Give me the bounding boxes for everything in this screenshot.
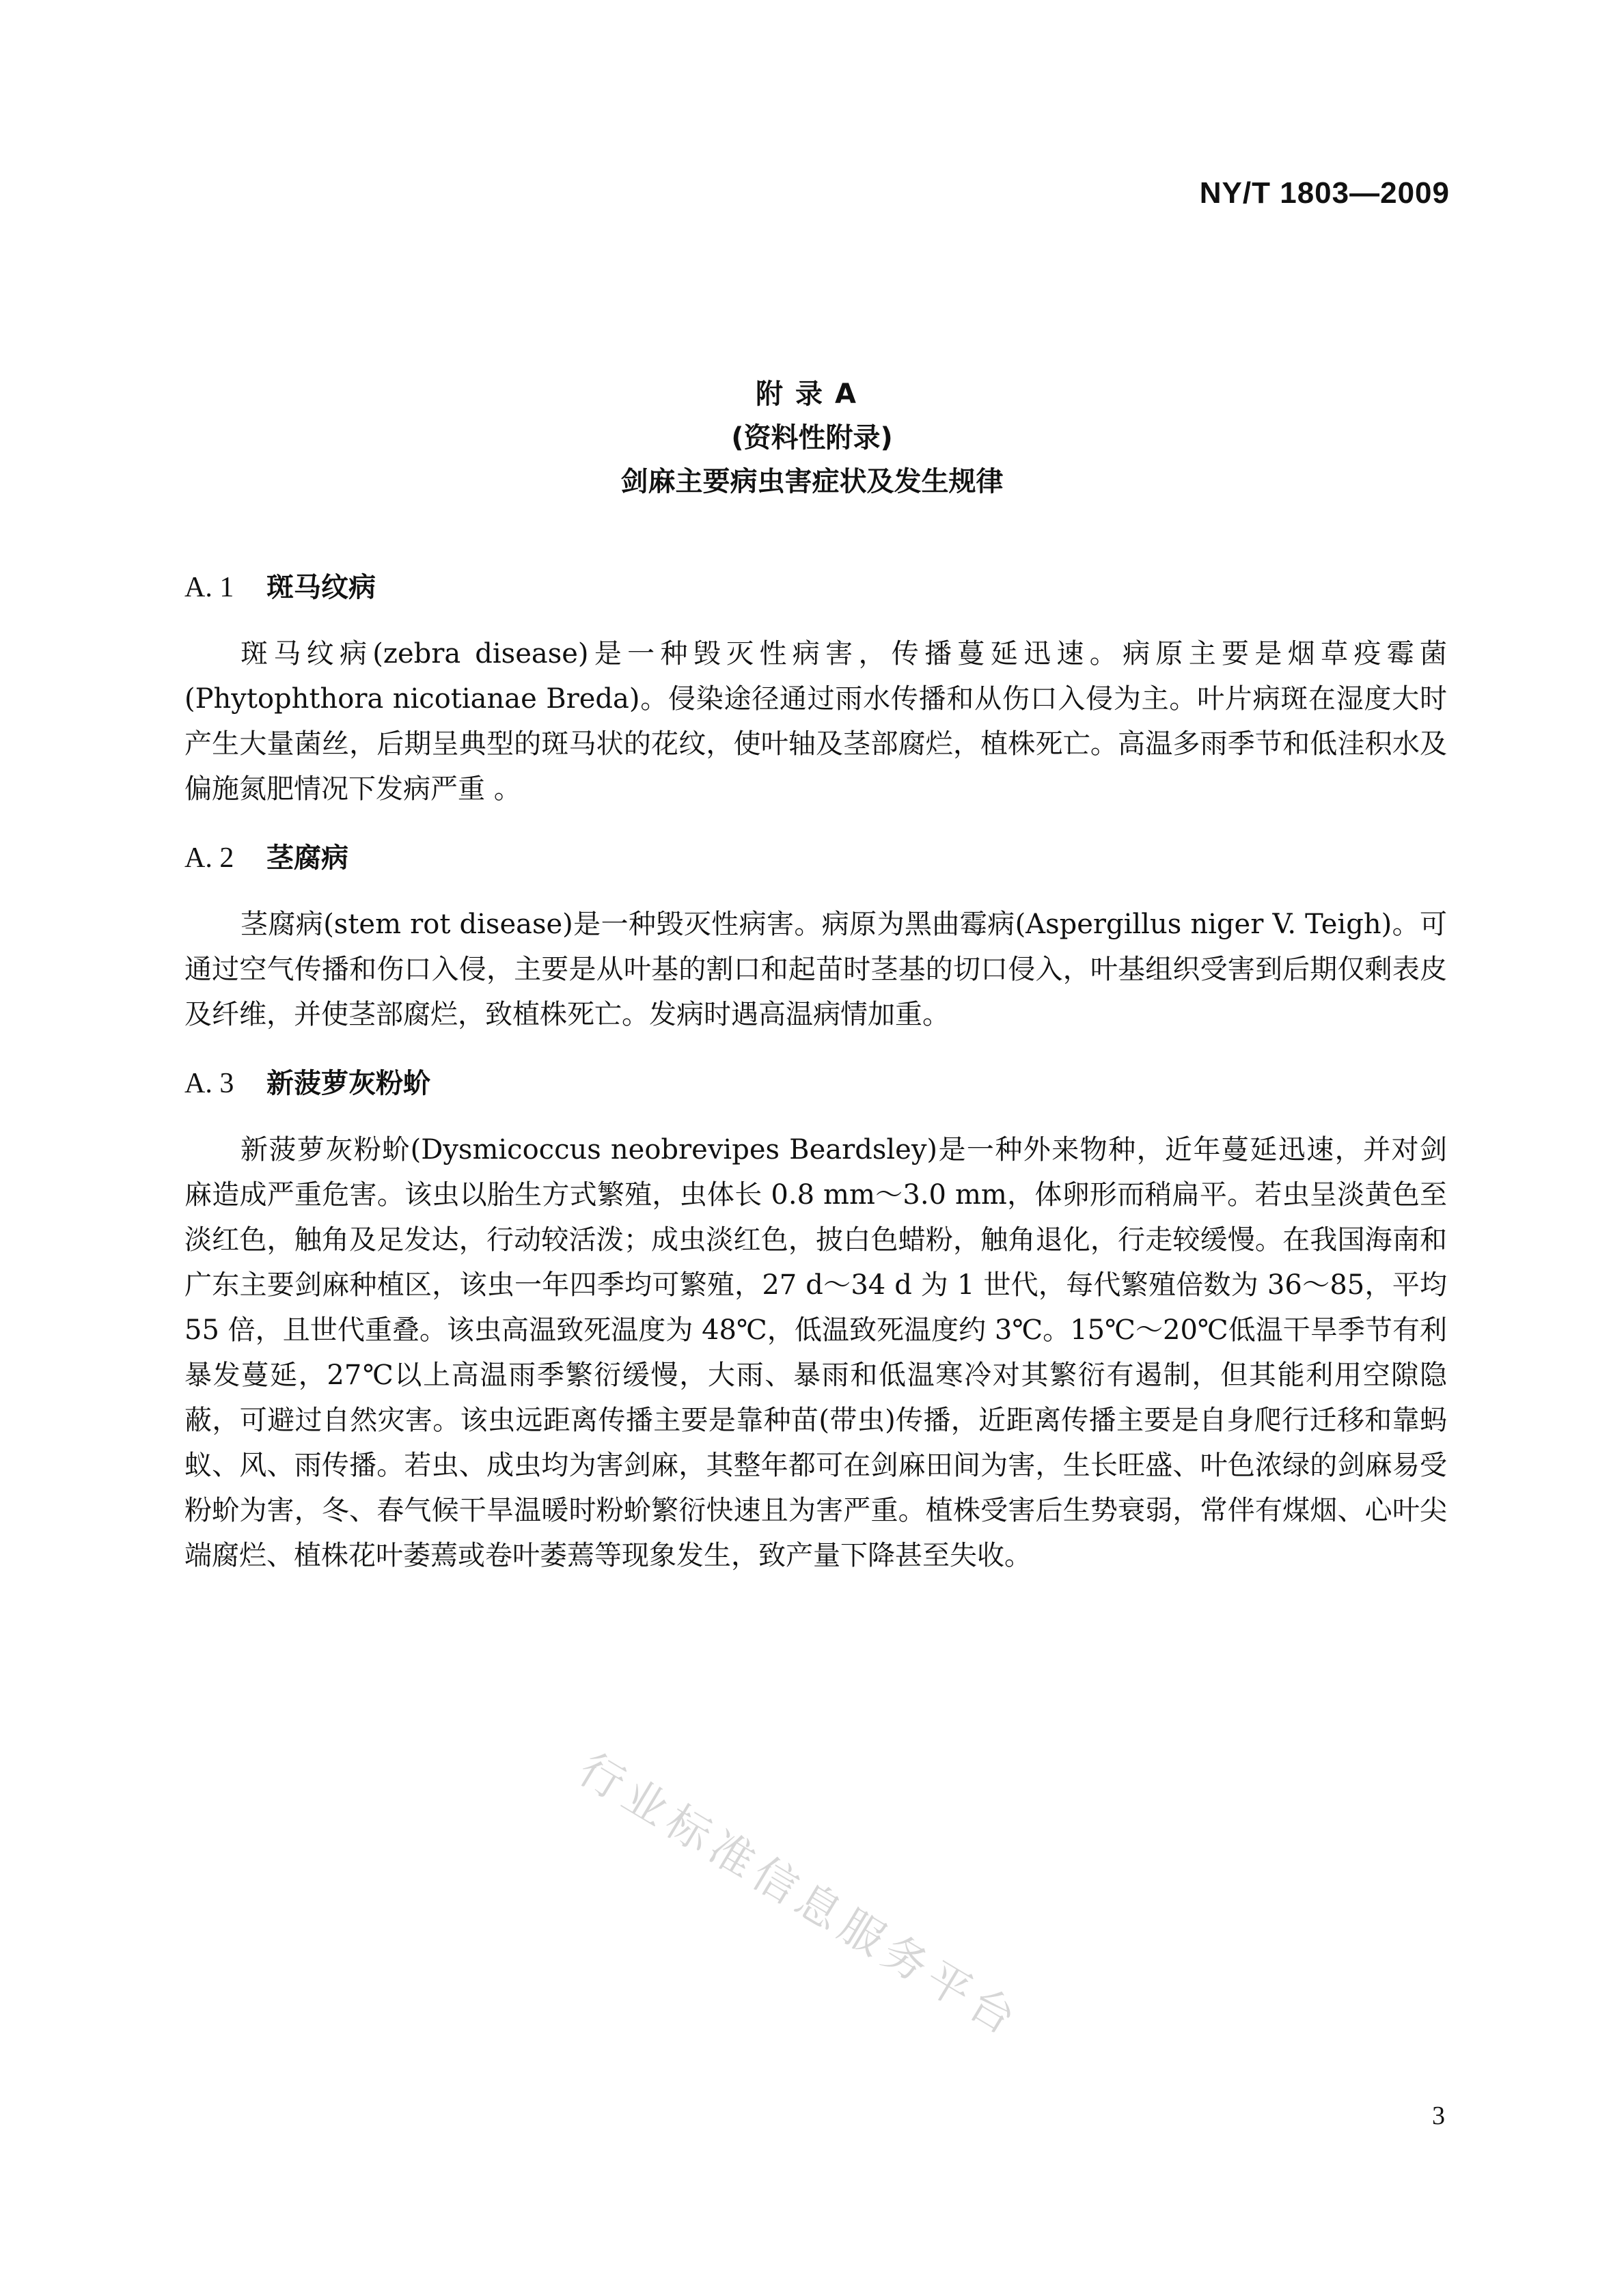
section-heading-a1 (184, 567, 1447, 608)
document-body (184, 567, 1447, 1604)
document-code: NY/T 1803—2009 (1199, 176, 1450, 210)
appendix-title-block (0, 372, 1624, 504)
section-number: A. 2 (184, 842, 234, 874)
section-paragraph-a1: 斑马纹病(zebra disease)是一种毁灭性病害，传播蔓延迅速。病原主要是烟草疫霉菌(Phytophthora nicotianae Breda)。侵染途径通过雨水传播和从伤口入侵为主。叶片病斑在湿度大时产生大量菌丝，后期呈典型的斑马状的花纹，使叶轴及茎部腐烂，植株死亡。高温多雨季节和低洼积水及偏施氮肥情况下发病严重 。 (184, 638, 1447, 805)
page-number: 3 (1432, 2101, 1445, 2130)
appendix-type: (资料性附录) (731, 422, 893, 454)
section-title: 新菠萝灰粉蚧 (266, 1068, 430, 1099)
section-number: A. 1 (184, 572, 234, 603)
section-paragraph-a2: 茎腐病(stem rot disease)是一种毁灭性病害。病原为黑曲霉病(Aspergillus niger V. Teigh)。可通过空气传播和伤口入侵，主要是从叶基的割口和起苗时茎基的切口侵入，叶基组织受害到后期仅剩表皮及纤维，并使茎部腐烂，致植株死亡。发病时遇高温病情加重。 (184, 909, 1447, 1030)
section-heading-a2 (184, 838, 1447, 879)
section-number: A. 3 (184, 1068, 234, 1099)
section-heading-a3 (184, 1063, 1447, 1104)
section-title: 斑马纹病 (266, 572, 376, 603)
section-title: 茎腐病 (266, 842, 348, 874)
appendix-title: 剑麻主要病虫害症状及发生规律 (620, 466, 1004, 497)
appendix-label: 附录A (756, 378, 868, 410)
section-paragraph-a3: 新菠萝灰粉蚧(Dysmicoccus neobrevipes Beardsley)是一种外来物种，近年蔓延迅速，并对剑麻造成严重危害。该虫以胎生方式繁殖，虫体长 0.8 mm～3.0 mm，体卵形而稍扁平。若虫呈淡黄色至淡红色，触角及足发达，行动较活泼；成虫淡红色，披白色蜡粉，触角退化，行走较缓慢。在我国海南和广东主要剑麻种植区，该虫一年四季均可繁殖，27 d～34 d 为 1 世代，每代繁殖倍数为 36～85，平均 55 倍，且世代重叠。该虫高温致死温度为 48℃，低温致死温度约 3℃。15℃～20℃低温干旱季节有利暴发蔓延，27℃以上高温雨季繁衍缓慢，大雨、暴雨和低温寒冷对其繁衍有遏制，但其能利用空隙隐蔽，可避过自然灾害。该虫远距离传播主要是靠种苗(带虫)传播，近距离传播主要是自身爬行迁移和靠蚂蚁、风、雨传播。若虫、成虫均为害剑麻，其整年都可在剑麻田间为害，生长旺盛、叶色浓绿的剑麻易受粉蚧为害，冬、春气候干旱温暖时粉蚧繁衍快速且为害严重。植株受害后生势衰弱，常伴有煤烟、心叶尖端腐烂、植株花叶萎蔫或卷叶萎蔫等现象发生，致产量下降甚至失收。 (184, 1134, 1447, 1571)
watermark-text: 行业标准信息服务平台 (570, 1743, 1030, 2048)
